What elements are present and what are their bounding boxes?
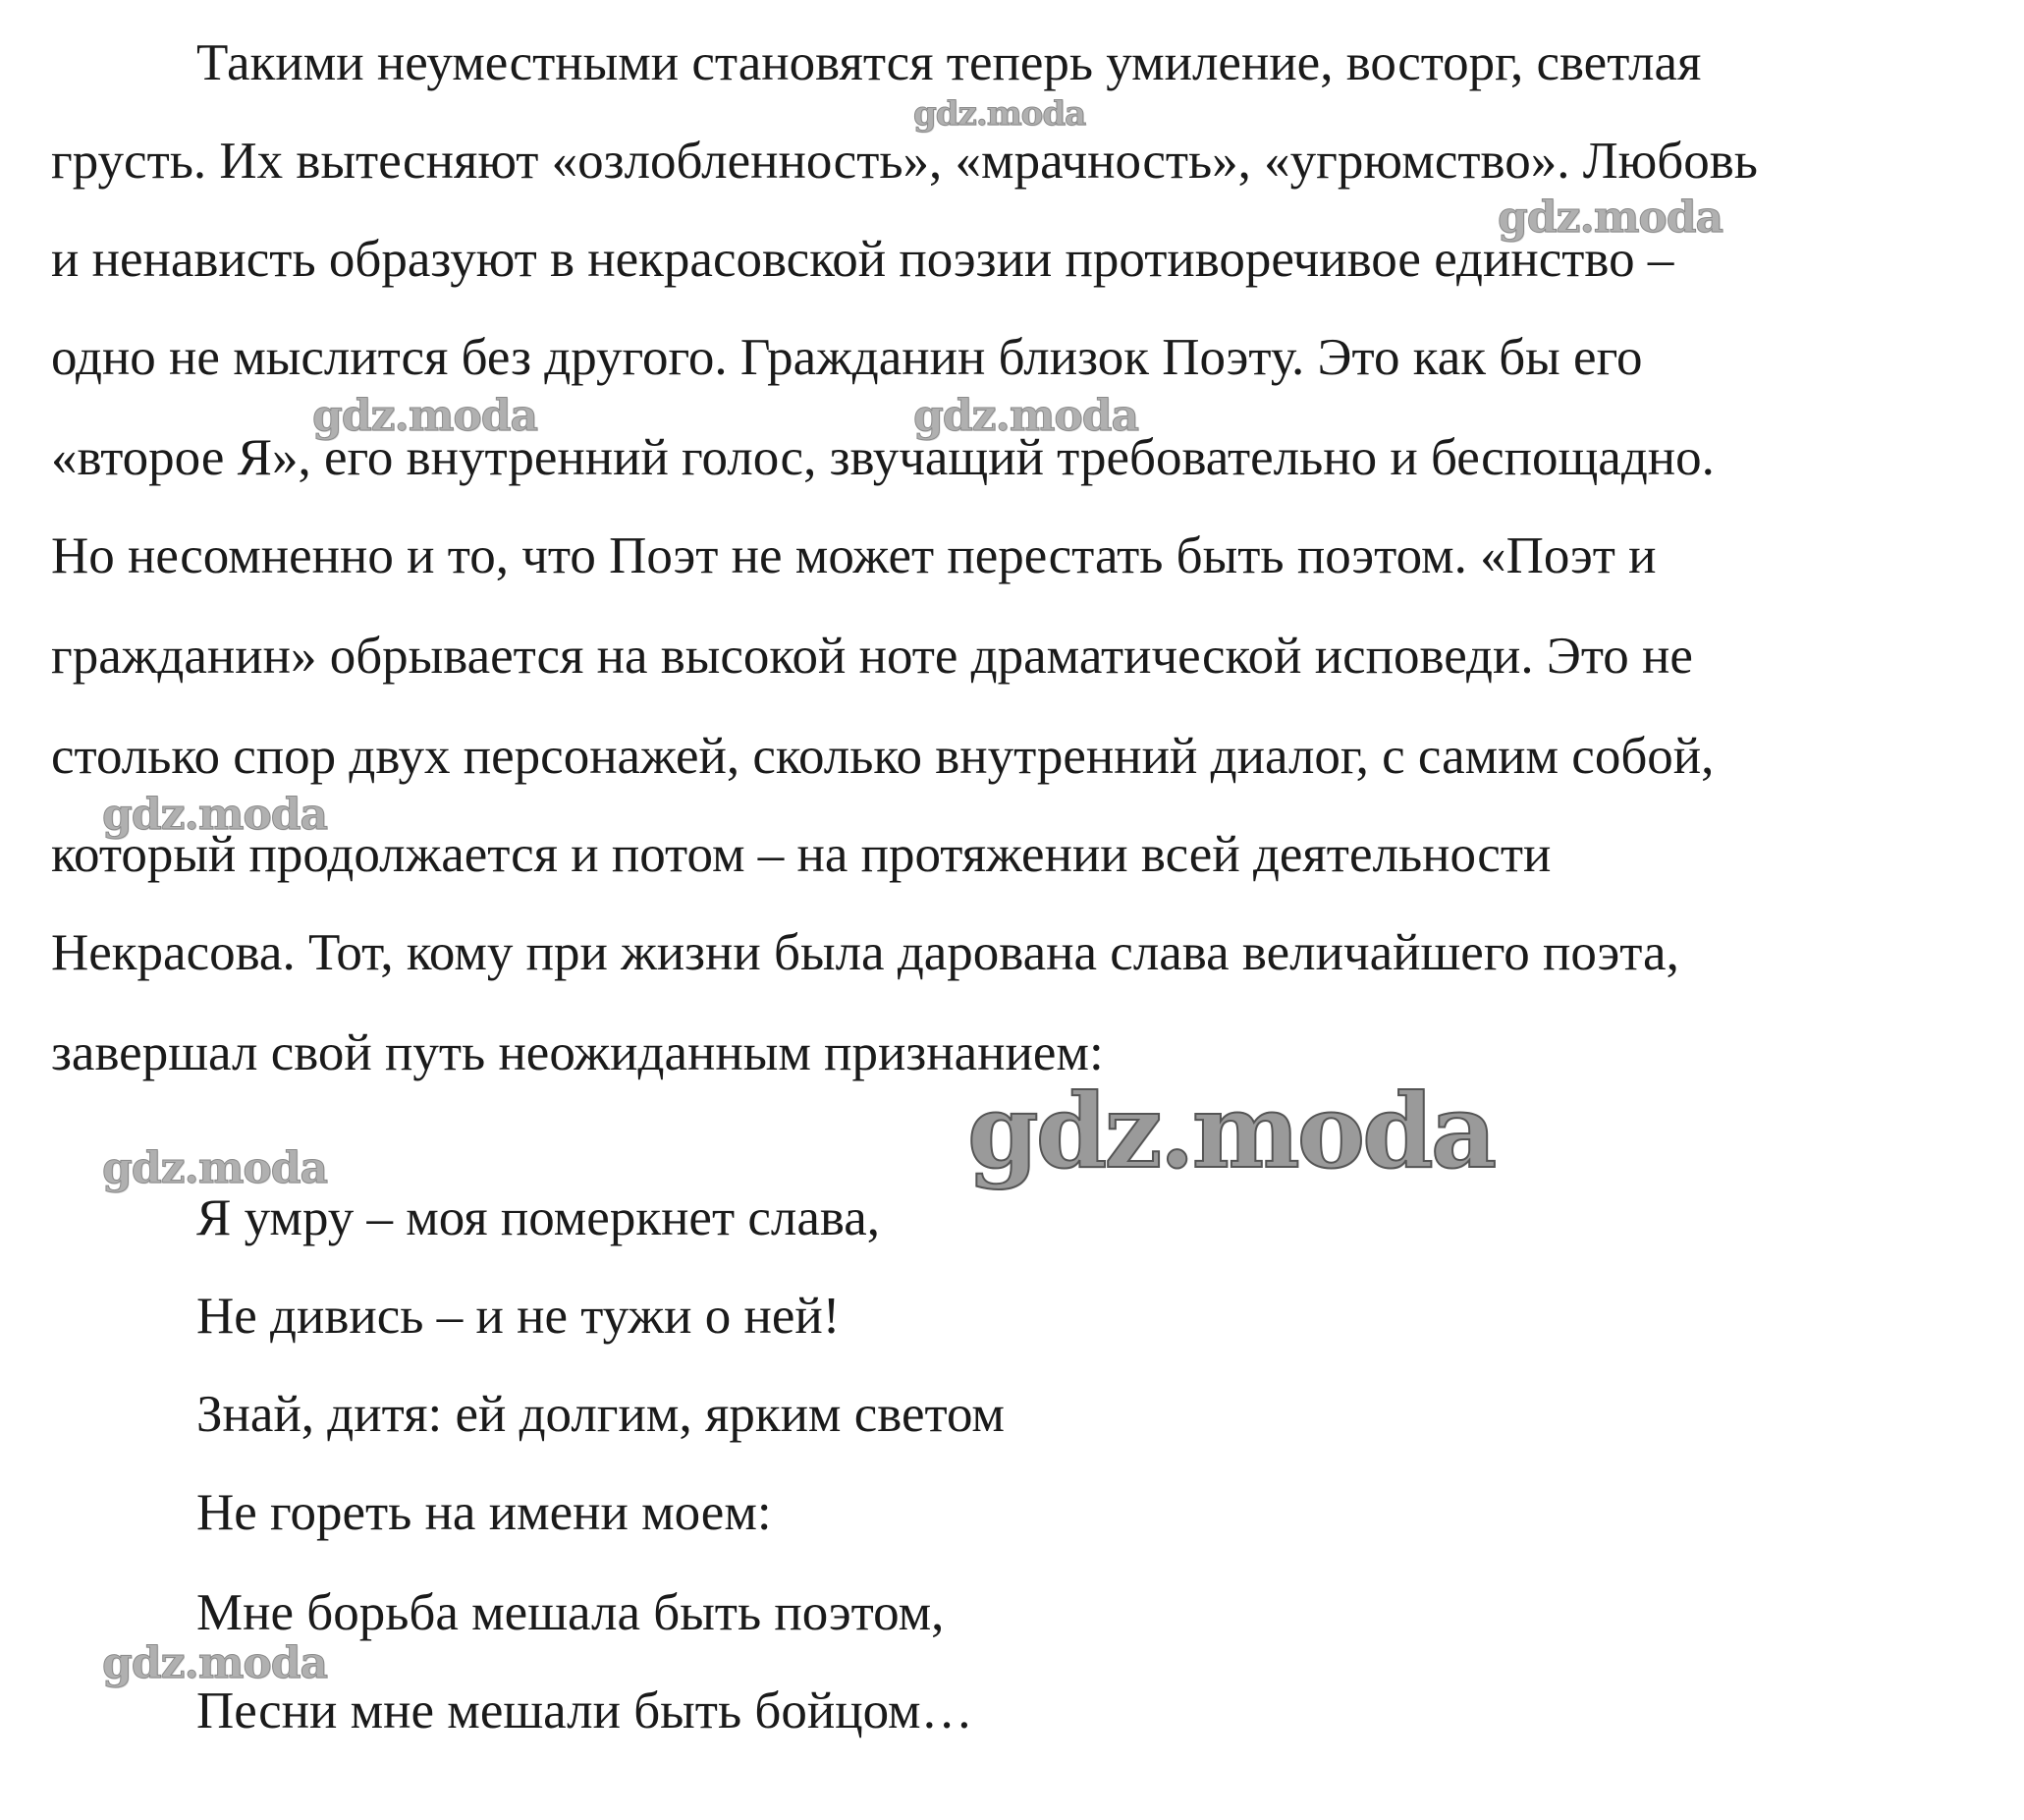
verse-line-1: Я умру – моя померкнет слава, <box>196 1189 880 1246</box>
verse-line-6: Песни мне мешали быть бойцом… <box>196 1682 973 1739</box>
watermark: gdz.moda <box>102 1638 328 1688</box>
paragraph-line-6: Но несомненно и то, что Поэт не может перестать быть поэтом. «Поэт и <box>51 527 1657 584</box>
watermark: gdz.moda <box>102 790 328 840</box>
watermark: gdz.moda <box>913 391 1139 441</box>
paragraph-line-10: Некрасова. Тот, кому при жизни была дарована слава величайшего поэта, <box>51 924 1679 981</box>
paragraph-line-5: «второе Я», его внутренний голос, звучащий требовательно и беспощадно. <box>51 429 1715 486</box>
verse-line-4: Не гореть на имени моем: <box>196 1484 772 1541</box>
paragraph-line-2: грусть. Их вытесняют «озлобленность», «мрачность», «угрюмство». Любовь <box>51 133 1758 190</box>
paragraph-line-11: завершал свой путь неожиданным признанием: <box>51 1024 1104 1081</box>
paragraph-line-4: одно не мыслится без другого. Гражданин близок Поэту. Это как бы его <box>51 329 1643 386</box>
verse-line-3: Знай, дитя: ей долгим, ярким светом <box>196 1386 1005 1443</box>
verse-line-2: Не дивись – и не тужи о ней! <box>196 1288 841 1345</box>
paragraph-line-9: который продолжается и потом – на протяжении всей деятельности <box>51 826 1552 883</box>
watermark-large: gdz.moda <box>967 1071 1495 1191</box>
watermark: gdz.moda <box>913 94 1086 134</box>
watermark: gdz.moda <box>312 391 538 441</box>
verse-line-5: Мне борьба мешала быть поэтом, <box>196 1584 945 1641</box>
paragraph-line-3: и ненависть образуют в некрасовской поэзии противоречивое единство – <box>51 231 1674 288</box>
paragraph-line-7: гражданин» обрывается на высокой ноте драматической исповеди. Это не <box>51 628 1693 685</box>
watermark: gdz.moda <box>102 1143 328 1193</box>
watermark: gdz.moda <box>1498 193 1723 243</box>
paragraph-line-8: столько спор двух персонажей, сколько внутренний диалог, с самим собой, <box>51 728 1715 785</box>
paragraph-line-1: Такими неуместными становятся теперь умиление, восторг, светлая <box>196 34 1702 91</box>
